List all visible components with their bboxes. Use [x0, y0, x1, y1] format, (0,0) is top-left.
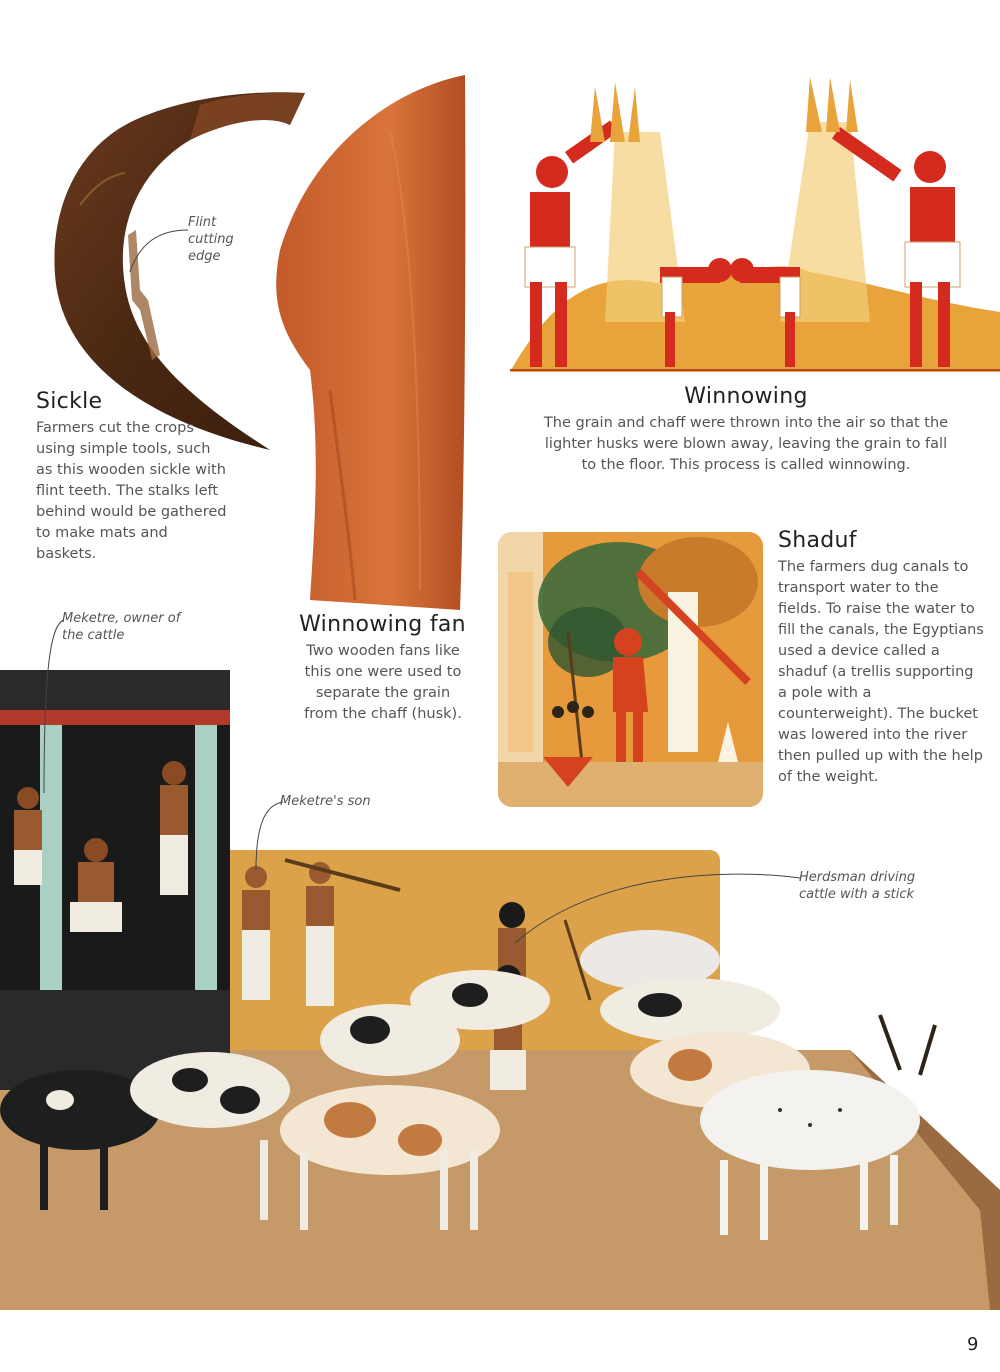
son-label: Meketre's son: [280, 794, 371, 809]
winnowing-body: The grain and chaff were thrown into the air so that the lighter husks were blown away, leaving the grain to fall to the floor. This process is called winnowing.: [543, 415, 949, 473]
winnowing-painting: [510, 72, 1000, 372]
winnowing-fan-image: [270, 70, 470, 610]
flint-leader-line: [120, 222, 190, 282]
winnowing-heading: Winnowing: [684, 384, 808, 409]
cattle-model-image: [0, 670, 1000, 1320]
winnowing-fan-body: Two wooden fans like this one were used to separate the grain from the chaff (husk).: [304, 643, 462, 722]
page-number: 9: [967, 1334, 979, 1355]
owner-leader-line: [22, 618, 67, 798]
sickle-heading: Sickle: [36, 389, 103, 414]
owner-label: Meketre, owner of the cattle: [62, 611, 181, 643]
shaduf-heading: Shaduf: [778, 528, 857, 553]
flint-label: Flint cutting edge: [188, 215, 234, 264]
herdsman-leader-line: [505, 868, 805, 948]
sickle-body: Farmers cut the crops using simple tools, such as this wooden sickle with flint teeth. The stalks left behind would be gathered to make mats and baskets.: [36, 420, 227, 562]
son-leader-line: [248, 800, 288, 875]
herdsman-label: Herdsman driving cattle with a stick: [799, 870, 916, 902]
shaduf-body: The farmers dug canals to transport water to the fields. To raise the water to fill the canals, the Egyptians used a device called a shaduf (a trellis supporting a pole with a counterweight). The bucket was lowered into the river then pulled up with the help of the weight.: [778, 559, 984, 785]
winnowing-fan-heading: Winnowing fan: [299, 612, 466, 637]
